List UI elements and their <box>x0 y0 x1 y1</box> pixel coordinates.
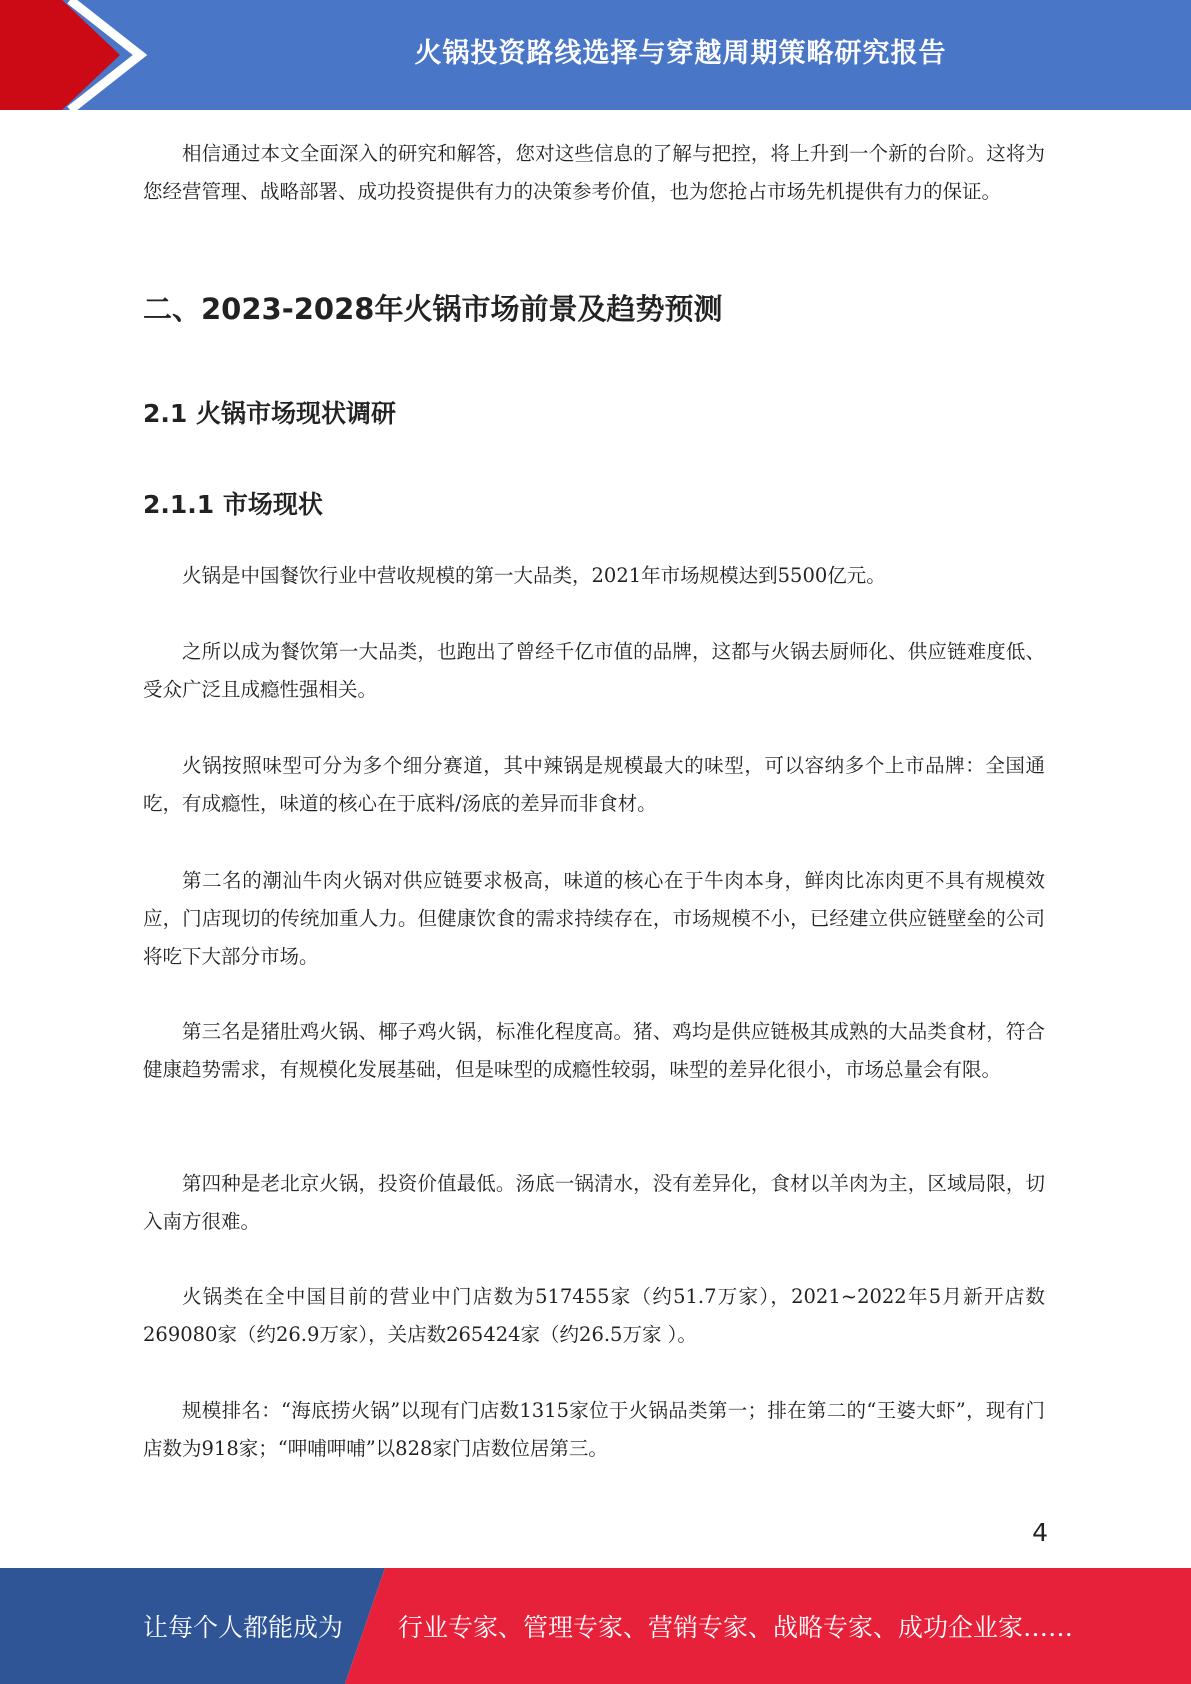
section-heading-level1: 二、2023-2028年火锅市场前景及趋势预测 <box>143 292 723 326</box>
paragraph <box>143 633 1045 709</box>
paragraph-text: 火锅按照味型可分为多个细分赛道，其中辣锅是规模最大的味型，可以容纳多个上市品牌：全国通吃，有成瘾性，味道的核心在于底料/汤底的差异而非食材。 <box>143 754 1045 815</box>
paragraph-text: 第三名是猪肚鸡火锅、椰子鸡火锅，标准化程度高。猪、鸡均是供应链极其成熟的大品类食材，符合健康趋势需求，有规模化发展基础，但是味型的成瘾性较弱，味型的差异化很小，市场总量会有限。 <box>143 1020 1045 1081</box>
paragraph <box>143 1392 1045 1468</box>
footer-slogan-left: 让每个人都能成为 <box>143 1613 344 1642</box>
header-chevron-icon <box>0 0 160 110</box>
header-band <box>0 0 1191 110</box>
paragraph <box>143 1165 1045 1241</box>
footer-slogan-right: 行业专家、管理专家、营销专家、战略专家、成功企业家…… <box>398 1613 1074 1642</box>
paragraph <box>143 557 1045 595</box>
paragraph <box>143 1013 1045 1089</box>
paragraph <box>143 1278 1045 1354</box>
paragraph-text: 之所以成为餐饮第一大品类，也跑出了曾经千亿市值的品牌，这都与火锅去厨师化、供应链难度低、受众广泛且成瘾性强相关。 <box>143 640 1045 701</box>
header-title: 火锅投资路线选择与穿越周期策略研究报告 <box>414 37 947 69</box>
paragraph-text: 火锅类在全中国目前的营业中门店数为517455家（约51.7万家），2021~2022年5月新开店数269080家（约26.9万家），关店数265424家（约26.5万家 ）。 <box>143 1285 1045 1346</box>
footer-band <box>0 1568 1191 1684</box>
intro-paragraph-block <box>143 135 1045 211</box>
intro-paragraph: 相信通过本文全面深入的研究和解答，您对这些信息的了解与把控，将上升到一个新的台阶。这将为您经营管理、战略部署、成功投资提供有力的决策参考价值，也为您抢占市场先机提供有力的保证。 <box>143 142 1045 203</box>
paragraph-text: 第四种是老北京火锅，投资价值最低。汤底一锅清水，没有差异化，食材以羊肉为主，区域局限，切入南方很难。 <box>143 1172 1045 1233</box>
paragraph <box>143 862 1045 976</box>
paragraph-text: 火锅是中国餐饮行业中营收规模的第一大品类，2021年市场规模达到5500亿元。 <box>182 564 886 587</box>
paragraph-text: 第二名的潮汕牛肉火锅对供应链要求极高，味道的核心在于牛肉本身，鲜肉比冻肉更不具有规模效应，门店现切的传统加重人力。但健康饮食的需求持续存在，市场规模不小，已经建立供应链壁垒的公司将吃下大部分市场。 <box>143 869 1045 968</box>
paragraph <box>143 747 1045 823</box>
section-heading-level2: 2.1 火锅市场现状调研 <box>143 399 396 428</box>
paragraph-text: 规模排名：“海底捞火锅”以现有门店数1315家位于火锅品类第一；排在第二的“王婆大虾”，现有门店数为918家；“呷哺呷哺”以828家门店数位居第三。 <box>143 1399 1045 1460</box>
section-heading-level3: 2.1.1 市场现状 <box>143 490 323 519</box>
page-number: 4 <box>1032 1518 1048 1547</box>
